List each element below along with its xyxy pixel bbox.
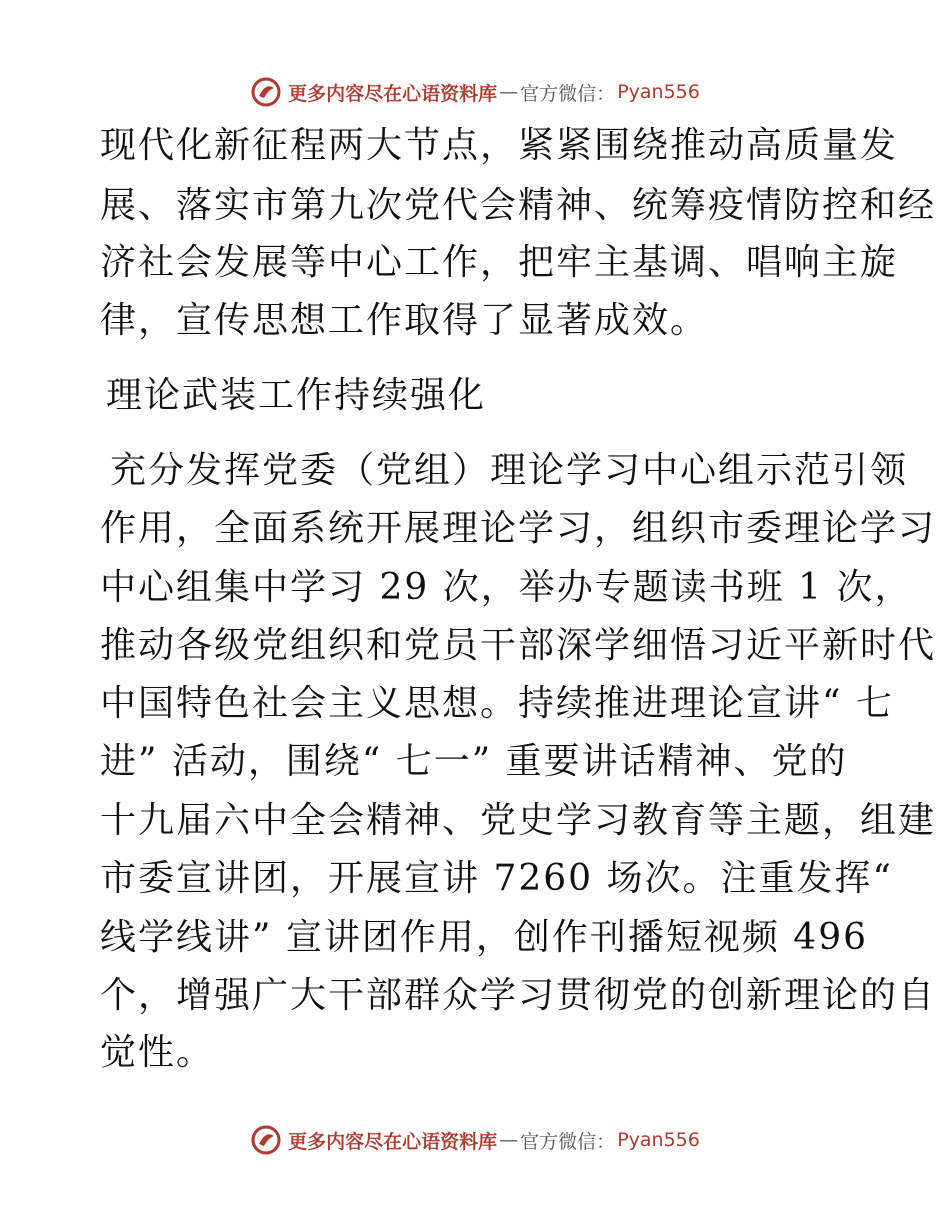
banner-text: 更多内容尽在心语资料库 <box>288 82 498 105</box>
paragraph-line: 市委宣讲团，开展宣讲 7260 场次。注重发挥“ <box>100 858 893 899</box>
section-heading: 理论武装工作持续强化 <box>106 375 487 416</box>
paragraph-line: 济社会发展等中心工作，把牢主基调、唱响主旋 <box>100 242 899 283</box>
paragraph-line: 推动各级党组织和党员干部深学细悟习近平新时代 <box>100 625 937 666</box>
paragraph-line: 进” 活动，围绕“ 七一” 重要讲话精神、党的 <box>100 741 848 782</box>
paragraph-line: 线学线讲” 宣讲团作用，创作刊播短视频 496 <box>100 917 869 958</box>
banner-text: 更多内容尽在心语资料库 <box>288 1130 498 1153</box>
paragraph-line: 中心组集中学习 29 次，举办专题读书班 1 次， <box>100 567 913 608</box>
banner-wechat-id: Pyan556 <box>617 1129 700 1151</box>
header-watermark-banner <box>0 72 950 112</box>
logo-icon <box>250 1124 282 1156</box>
paragraph-line: 中国特色社会主义思想。持续推进理论宣讲“ 七 <box>100 683 894 724</box>
paragraph-line: 作用，全面系统开展理论学习，组织市委理论学习 <box>100 508 937 549</box>
banner-label: 官方微信： <box>520 1130 616 1153</box>
banner-wechat-id: Pyan556 <box>617 81 700 103</box>
paragraph-line: 十九届六中全会精神、党史学习教育等主题，组建 <box>100 800 937 841</box>
logo-icon <box>250 76 282 108</box>
paragraph-line: 展、落实市第九次党代会精神、统筹疫情防控和经 <box>100 185 937 226</box>
paragraph-line: 充分发挥党委（党组）理论学习中心组示范引领 <box>110 450 909 491</box>
banner-separator: — <box>499 1129 519 1151</box>
paragraph-line: 律，宣传思想工作取得了显著成效。 <box>100 300 709 341</box>
banner-separator: — <box>499 81 519 103</box>
footer-watermark-banner <box>0 1120 950 1160</box>
banner-label: 官方微信： <box>520 82 616 105</box>
paragraph-line: 觉性。 <box>100 1032 215 1073</box>
paragraph-line: 现代化新征程两大节点，紧紧围绕推动高质量发 <box>100 125 899 166</box>
paragraph-line: 个，增强广大干部群众学习贯彻党的创新理论的自 <box>100 975 937 1016</box>
